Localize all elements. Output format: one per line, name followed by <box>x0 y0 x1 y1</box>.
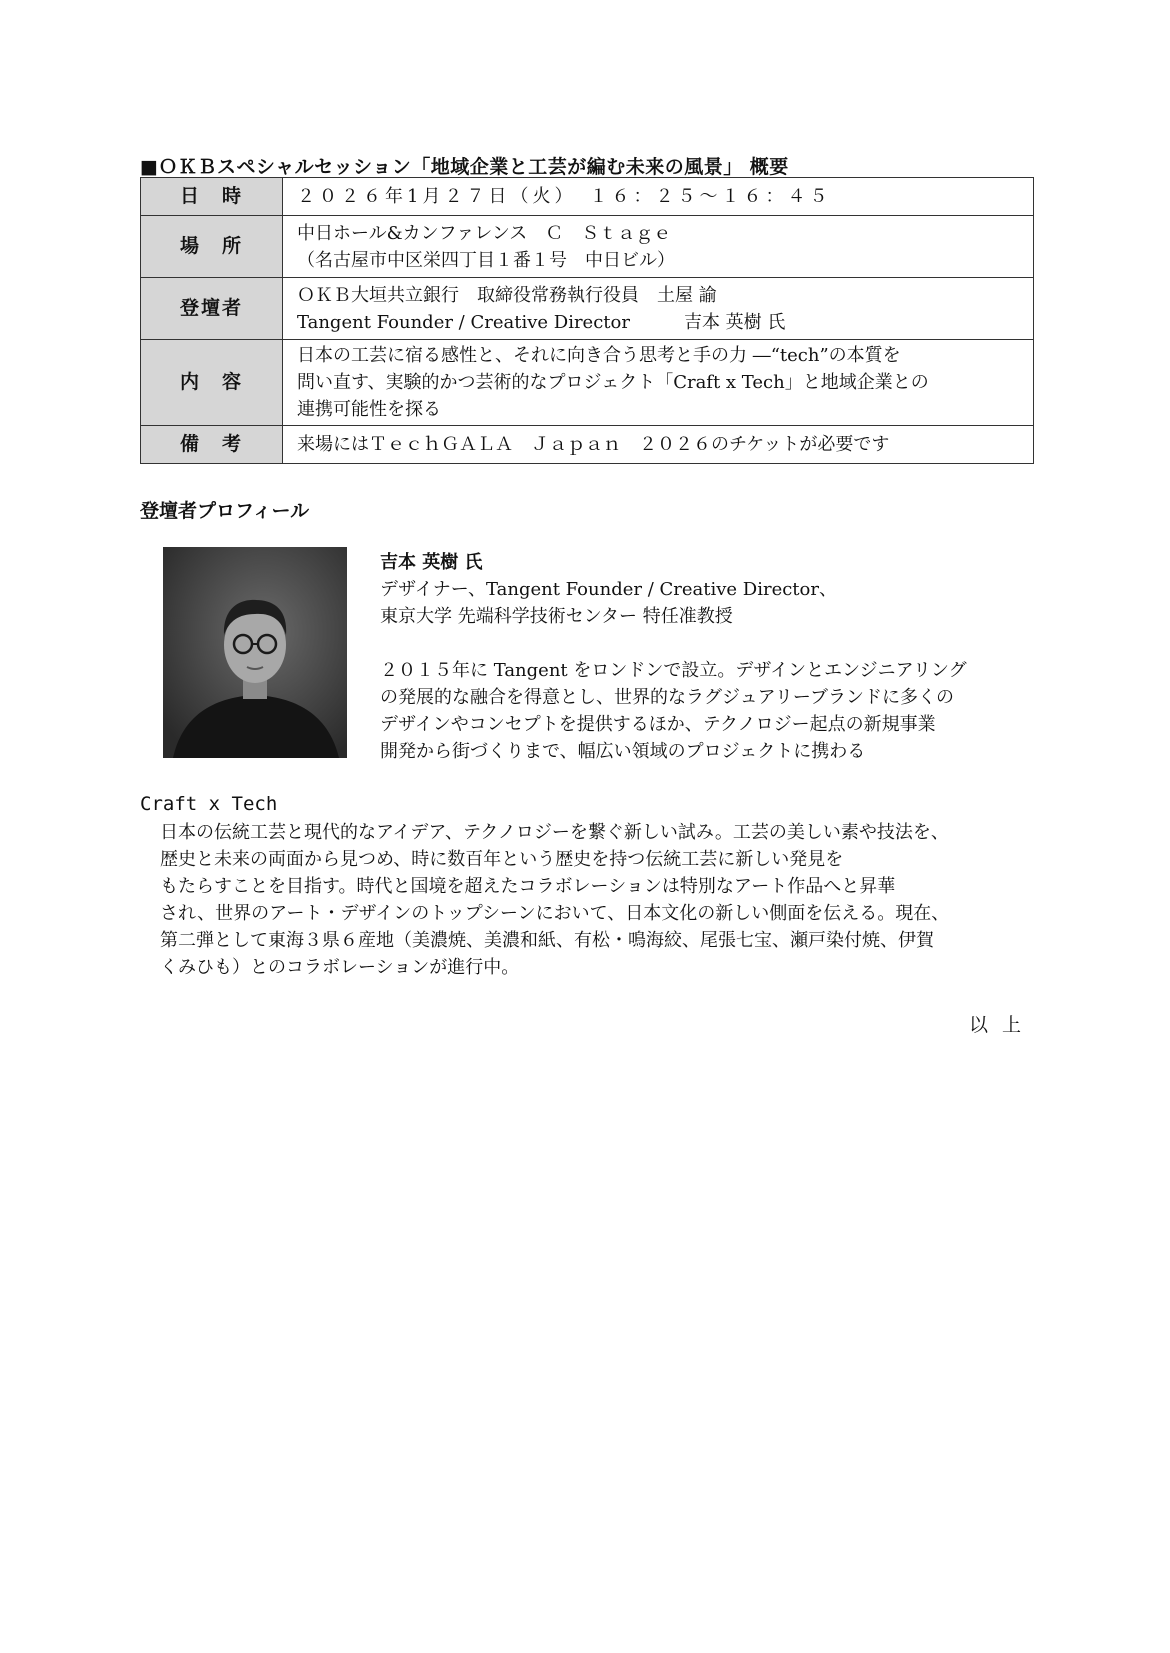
speaker-title-line: デザイナー、Tangent Founder / Creative Director、 <box>380 579 837 600</box>
craft-description <box>160 819 1040 981</box>
bio-line: デザインやコンセプトを提供するほか、テクノロジー起点の新規事業 <box>380 714 936 735</box>
row-label-speakers: 登壇者 <box>141 278 283 340</box>
craft-line: 歴史と未来の両面から見つめ、時に数百年という歴史を持つ伝統工芸に新しい発見を <box>160 849 844 870</box>
row-label-venue: 場 所 <box>141 216 283 278</box>
row-label-datetime: 日 時 <box>141 178 283 216</box>
overview-table <box>140 177 1034 464</box>
table-row-notes <box>141 426 1034 464</box>
bio-line: ２０１５年に Tangent をロンドンで設立。デザインとエンジニアリング <box>380 660 967 681</box>
craft-line: 第二弾として東海３県６産地（美濃焼、美濃和紙、有松・鳴海絞、尾張七宝、瀬戸染付焼、伊賀 <box>160 930 934 951</box>
speaker-1: ＯＫＢ大垣共立銀行 取締役常務執行役員 土屋 諭 <box>297 284 717 306</box>
craft-line: もたらすことを目指す。時代と国境を超えたコラボレーションは特別なアート作品へと昇華 <box>160 876 896 897</box>
row-label-notes: 備 考 <box>141 426 283 464</box>
content-line: 日本の工芸に宿る感性と、それに向き合う思考と手の力 ―“tech”の本質を <box>297 345 901 366</box>
row-value-speakers <box>283 278 1034 340</box>
craft-line: 日本の伝統工芸と現代的なアイデア、テクノロジーを繋ぐ新しい試み。工芸の美しい素や技法を、 <box>160 822 949 843</box>
profile-heading: 登壇者プロフィール <box>140 500 310 522</box>
speaker-bio <box>380 657 1040 765</box>
venue-name: 中日ホール&カンファレンス Ｃ Ｓｔａｇｅ <box>297 222 672 244</box>
content-line: 連携可能性を探る <box>297 399 441 420</box>
table-row-content <box>141 340 1034 426</box>
closing-mark: 以上 <box>968 1014 1035 1036</box>
bio-line: の発展的な融合を得意とし、世界的なラグジュアリーブランドに多くの <box>380 687 955 708</box>
speaker-2: Tangent Founder / Creative Director 吉本 英樹 氏 <box>297 311 786 333</box>
venue-address: （名古屋市中区栄四丁目１番１号 中日ビル） <box>297 249 675 271</box>
row-label-content: 内 容 <box>141 340 283 426</box>
speaker-photo <box>163 547 347 758</box>
speaker-title-line: 東京大学 先端科学技術センター 特任准教授 <box>380 606 733 627</box>
craft-line: され、世界のアート・デザインのトップシーンにおいて、日本文化の新しい側面を伝える。現在、 <box>160 903 950 924</box>
row-value-venue <box>283 216 1034 278</box>
craft-line: くみひも）とのコラボレーションが進行中。 <box>160 957 520 978</box>
row-value-content <box>283 340 1034 426</box>
table-row-datetime <box>141 178 1034 216</box>
document-title: ■ＯＫＢスペシャルセッション「地域企業と工芸が編む未来の風景」 概要 <box>140 156 789 178</box>
row-value-datetime <box>283 178 1034 216</box>
row-value-notes <box>283 426 1034 464</box>
portrait-image <box>163 547 347 758</box>
bio-line: 開発から街づくりまで、幅広い領域のプロジェクトに携わる <box>380 741 866 762</box>
profile-text <box>380 549 1040 765</box>
table-row-speakers <box>141 278 1034 340</box>
datetime-text: ２０２６年1月２７日（火） １６：２５～１６：４５ <box>297 186 832 207</box>
notes-text: 来場にはＴｅｃｈＧＡＬＡ Ｊａｐａｎ ２０２６のチケットが必要です <box>297 434 890 455</box>
craft-heading: Craft x Tech <box>140 793 278 815</box>
table-row-venue <box>141 216 1034 278</box>
speaker-name: 吉本 英樹 氏 <box>380 552 483 573</box>
content-line: 問い直す、実験的かつ芸術的なプロジェクト「Craft x Tech」と地域企業との <box>297 372 929 393</box>
